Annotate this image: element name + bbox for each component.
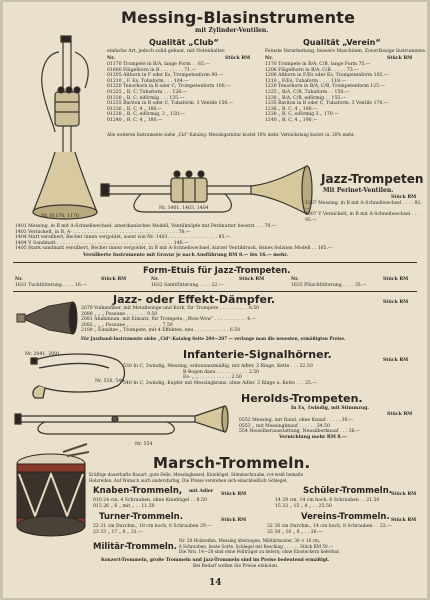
- bugles-list: [123, 364, 423, 386]
- herald-subtitle: In Es, 1windig, mit Stimmzug.: [291, 406, 369, 411]
- military-drums-list: [179, 538, 425, 555]
- verein-heading: Qualität „Verein“: [303, 38, 381, 47]
- list-item: 1225 „ B/A, C/B, Tubaform . . 150.—: [265, 89, 350, 95]
- list-item: 33 38 „ 16 „ 8 „ . . 36.—: [267, 530, 323, 535]
- list-item: 1404 V Sandmatt . . . . . . . . . . . . . . . . . . . . . . . . . . . . . . . . . . . . . . . . 140.—: [15, 240, 189, 246]
- gym-drums-title: Turner-Trommeln.: [99, 512, 183, 522]
- etui-item: 1631 Tuchfütterung . . . . 16.—: [15, 283, 87, 288]
- list-item: 0553 „ mit Messingknauf . . . . . . 34.50: [239, 423, 330, 429]
- jazz-trumpets-col: Stück RM: [391, 195, 417, 200]
- list-item: 22 31 cm Durchm., 18 cm hoch, 6 Schrauben 29.—: [93, 524, 212, 529]
- military-drums-title: Militär-Trommeln.: [93, 542, 178, 552]
- etuis-col-nr-1: Nr.: [15, 277, 23, 282]
- drums-footer-2: Bei Bedarf wollen Sie Preise einholen.: [193, 564, 279, 569]
- list-item: 013 26 „ 6 „ mit „ . . 11.50: [93, 504, 155, 509]
- list-item: 01225 „ B, C, Tubaform . . . 128.—: [107, 89, 188, 95]
- list-item: 2080 „ „ „ Posaune . . . . . . . 9.50: [81, 311, 158, 317]
- club-footnote: Alle weiteren Instrumente siehe „Cid“-Katalog. Messingarnitur kostet 10% mehr. Vernickelung kostet ca. 20% mehr.: [107, 132, 355, 137]
- club-col-price: Stück RM: [225, 56, 251, 61]
- list-item: 1238 „ B, C, eiförmig 3 „ 170.—: [265, 112, 339, 118]
- list-item: 1170 Trompete in B/A, C/B, lange Form 75.—: [265, 62, 371, 67]
- drums-desc-2: Holzreifen. Auf Wunsch auch andersfarbig. Die Preise verstehen sich einschließlich Schlegel.: [89, 478, 288, 483]
- list-item: Vernicklung mehr RM 8.—: [279, 434, 347, 440]
- boys-drums-suffix: mit Adler: [189, 489, 214, 494]
- list-item: 1240 „ B, C, 4 „ 190.—: [265, 117, 318, 123]
- club-description: einfache Art, jedoch solid gebaut, mit Notenhalter.: [107, 49, 226, 54]
- etuis-col-3: Stück RM: [383, 277, 409, 282]
- herald-col: Stück RM: [387, 412, 413, 417]
- list-item: B-Bogen dazu . . . . . . . . . . . 2.50: [183, 369, 260, 375]
- club-drums-col: Stück RM: [391, 518, 417, 523]
- list-item: 1230 „ B/A, C/B, eiförmig . . 155.—: [265, 95, 347, 101]
- list-item: 15 33 „ 15 „ 8 „ . . 25.50: [275, 504, 332, 509]
- page-subtitle: mit Zylinder-Ventilen.: [195, 27, 269, 34]
- list-item: 1220 Tenorhorn in B/A, C/B, Trompetenform 125.—: [265, 84, 386, 90]
- herald-title: Herolds-Trompeten.: [241, 392, 363, 405]
- drums-title: Marsch-Trommeln.: [153, 454, 311, 472]
- list-item: 1404 Matt versilbert, Becher innen vergoldet, sonst wie Nr. 1403 . . . . . . . . . . . . . . . . . 85.—: [15, 235, 231, 241]
- figure-label-cornet: Nr. 01170, 1170: [41, 214, 79, 219]
- list-item: 2081 Aluminium, mit Einsatz, für Trompete, „Wow-Wow“ . . . . . . . . . . . 4.—: [81, 317, 257, 323]
- page-title: Messing-Blasinstrumente: [121, 8, 356, 27]
- herald-trumpet-illustration: [15, 402, 235, 442]
- etuis-title: Form-Etuis für Jazz-Trompeten.: [143, 266, 291, 276]
- verein-col-nr: Nr.: [265, 56, 273, 61]
- list-item: 1403 Vernickelt, in B, A- . . . . . . . . . . . . . . . . . . . . . . . . . . . . . . . . . . . . 78.—: [15, 229, 191, 235]
- list-item: 2082 „ „ „ Posaune „ . . . . . . . . . . . 7.50: [81, 322, 173, 328]
- engraving-note: Versilberte Instrumente mit Gravur je nach Ausführung RM 8.— bis 16.— mehr.: [83, 253, 288, 258]
- herald-list: [239, 418, 425, 440]
- mute-illustration: [17, 296, 77, 346]
- list-item: 14 29 cm, 14 cm hoch, 6 Schrauben . . 21.50: [275, 498, 380, 503]
- page-number: 14: [209, 578, 222, 588]
- bugles-col: Stück RM: [383, 358, 409, 363]
- club-col-nr: Nr.: [107, 56, 115, 61]
- list-item: 540 In C, 2windig, Kupfer mit Messingkranz, ohne Adler, 2 Ringe u. Kette . . . 25.—: [123, 380, 317, 386]
- club-heading: Qualität „Club“: [149, 38, 219, 47]
- etui-item: 1632 Samtfütterung . . . . 22.—: [151, 283, 224, 288]
- list-item: 1236 „ B, C, 4 „ 190.—: [265, 106, 318, 112]
- mutes-note: Für Jazzband-Instrumente siehe „Cid“-Katalog Seite 204—207 — verlange man die neuesten, ermäßigten Preise.: [81, 336, 346, 341]
- figure-label-herald: Nr. 554: [135, 442, 153, 447]
- list-item: 530 In C, 2windig, Messing, ordonnanzmäßig, mit Adler, 2 Ringe, Kette . . . 22.50: [123, 364, 313, 369]
- bugle-illustration: [29, 346, 129, 402]
- catalog-page: [3, 2, 427, 598]
- list-item: 1307 V Vernickelt, in B mit A-Schnellwechsel . . . 95.—: [305, 212, 419, 223]
- list-item: 32 36 cm Durchm., 14 cm hoch, 8 Schrauben . . 33.—: [267, 524, 392, 529]
- etuis-col-nr-2: Nr.: [151, 277, 159, 282]
- list-item: 0552 Messing, mit Rand, ohne Knauf . . . . . 30.—: [239, 418, 354, 423]
- list-item: 01210 „ F, Es, Tubaform . . . 104.—: [107, 78, 189, 84]
- list-item: 01220 Tenorhorn in B oder C, Trompetenform 108.—: [107, 84, 231, 90]
- mutes-title: Jazz- oder Effekt-Dämpfer.: [113, 293, 276, 306]
- list-item: Nr. 28 Holzreifen, Messing überzogen, Militärmuster, 38 × 18 cm,: [179, 538, 321, 543]
- etuis-col-1: Stück RM: [101, 277, 127, 282]
- mutes-col: Stück RM: [383, 300, 409, 305]
- list-item: 1307 Messing, in B mit A-Schnellwechsel . . . . 92.—: [305, 201, 422, 212]
- etuis-col-nr-3: Nr.: [291, 277, 299, 282]
- list-item: 01240 „ B, C, 4 „ 180.—: [107, 117, 163, 123]
- divider: [13, 262, 417, 263]
- list-item: 010 24 cm, 4 Schrauben, ohne Kniebügel . . 8.50: [93, 498, 207, 503]
- list-item: 01205 Althorn in F oder Es, Trompetenform 90.—: [107, 73, 224, 79]
- figure-label-jazz-trumpet: Nr. 1401, 1403, 1404: [159, 206, 209, 211]
- jazz-trumpet-illustration: [101, 164, 321, 224]
- list-item: 01600 Flügelhorn in B . . . . . . . . 71.—: [107, 67, 197, 73]
- list-item: 1210 „ F/Es, Tubaform . . . . 118.—: [265, 78, 347, 84]
- drum-illustration: [13, 450, 89, 546]
- list-item: 23 33 „ 17 „ 8 „ 31.—: [93, 530, 143, 535]
- list-item: 1401 Messing, in B mit A-Schnellwechsel, amerikanisches Modell, Ventilknöpfe mit Perlmutter besetzt . . . 70.—: [15, 224, 277, 229]
- drums-desc-1: Kräftige dauerhafte Bauart, gute Felle, Messingkessel, Kniebügel, Stimmschraube, rot-weiß bemalte: [89, 472, 304, 477]
- etui-item: 1633 Plüschfütterung . . . . 35.—: [291, 283, 367, 288]
- list-item: Es- „ „ . . . . . . . . . . . 2.50: [183, 375, 242, 381]
- list-item: 1235 Bariton in B oder C, Tubaform, 3 Ventile 170.—: [265, 101, 389, 107]
- mutes-list: [81, 306, 421, 334]
- boys-drums-col: Stück RM: [221, 492, 247, 497]
- jazz-trumpets-subtitle: Mit Perinet-Ventilen.: [323, 187, 394, 194]
- jazz-trumpets-top-list: [305, 201, 425, 223]
- cornet-illustration: [25, 32, 105, 232]
- figure-label-bugle: Nr. 530, 540: [95, 379, 125, 384]
- pupils-drums-col: Stück RM: [391, 492, 417, 497]
- list-item: 01235 Bariton in B oder C, Tubaform, 3 Ventile 150.—: [107, 101, 234, 107]
- list-item: 1206 Flügelhorn in B/A, C/B . . . . . 73.—: [265, 67, 359, 73]
- jazz-trumpets-title: Jazz-Trompeten: [321, 172, 424, 186]
- verein-col-price: Stück RM: [387, 56, 413, 61]
- etuis-col-2: Stück RM: [239, 277, 265, 282]
- club-price-list: [107, 62, 257, 124]
- list-item: 2100 „ Einsätze „ Trompete, mit 4 Effekten, neu . . . . . . . . . . . . 6.50: [81, 328, 241, 334]
- jazz-trumpets-list: [15, 224, 419, 252]
- boys-drums-title: Knaben-Trommeln,: [93, 486, 183, 496]
- list-item: 01170 Trompete in B/A, lange Form . . 65.—: [107, 62, 210, 67]
- list-item: 1206 Althorn in F/Es oder Es, Trompetenform 102.—: [265, 73, 389, 79]
- figure-label-mute: Nr. 2081, 2091: [25, 352, 60, 357]
- list-item: 01238 „ B, C, eiförmig, 3 „ 150.—: [107, 112, 186, 118]
- gym-drums-col: Stück RM: [221, 518, 247, 523]
- verein-description: Feinste Verarbeitung, bessere Maschinen, Zuverlässige Instrumente.: [265, 49, 427, 54]
- pupils-drums-title: Schüler-Trommeln.: [303, 486, 392, 496]
- list-item: 554 Neusilberausstattung, Neusilberknauf . . . 36.—: [239, 429, 361, 435]
- bugles-title: Infanterie-Signalhörner.: [183, 348, 332, 361]
- list-item: 01236 „ B, C, 4 „ 180.—: [107, 106, 163, 112]
- list-item: 2070 Vulkanfiber, mit Metallwinge und Kork, für Trompete . . . . . . . . . . 8.50: [81, 306, 260, 311]
- list-item: Die Nrn. 14—28 sind ohne Fellträger zu liefern; ohne Einsteckern lieferbar.: [179, 549, 340, 555]
- list-item: 8 Schrauben, beste Sorte, Schlegel mit Beschlag . . . . . . Stück RM 50.—: [179, 543, 334, 549]
- list-item: 01230 „ B, C, eiförmig . . . 135.—: [107, 95, 185, 101]
- drums-footer-1: Konzert-Trommeln, große Trommeln und Jazz-Trommeln sind im Preise bedeutend ermäßigt.: [101, 558, 330, 563]
- divider: [13, 291, 417, 292]
- list-item: 1405 Stark sandmatt versilbert, Becher innen vergoldet, in B mit A-Schnellwechsel, kurzer Ventildruck, feines Solisten Modell . . 165.—: [15, 246, 333, 252]
- club-drums-title: Vereins-Trommeln.: [301, 512, 390, 522]
- verein-price-list: [265, 62, 423, 124]
